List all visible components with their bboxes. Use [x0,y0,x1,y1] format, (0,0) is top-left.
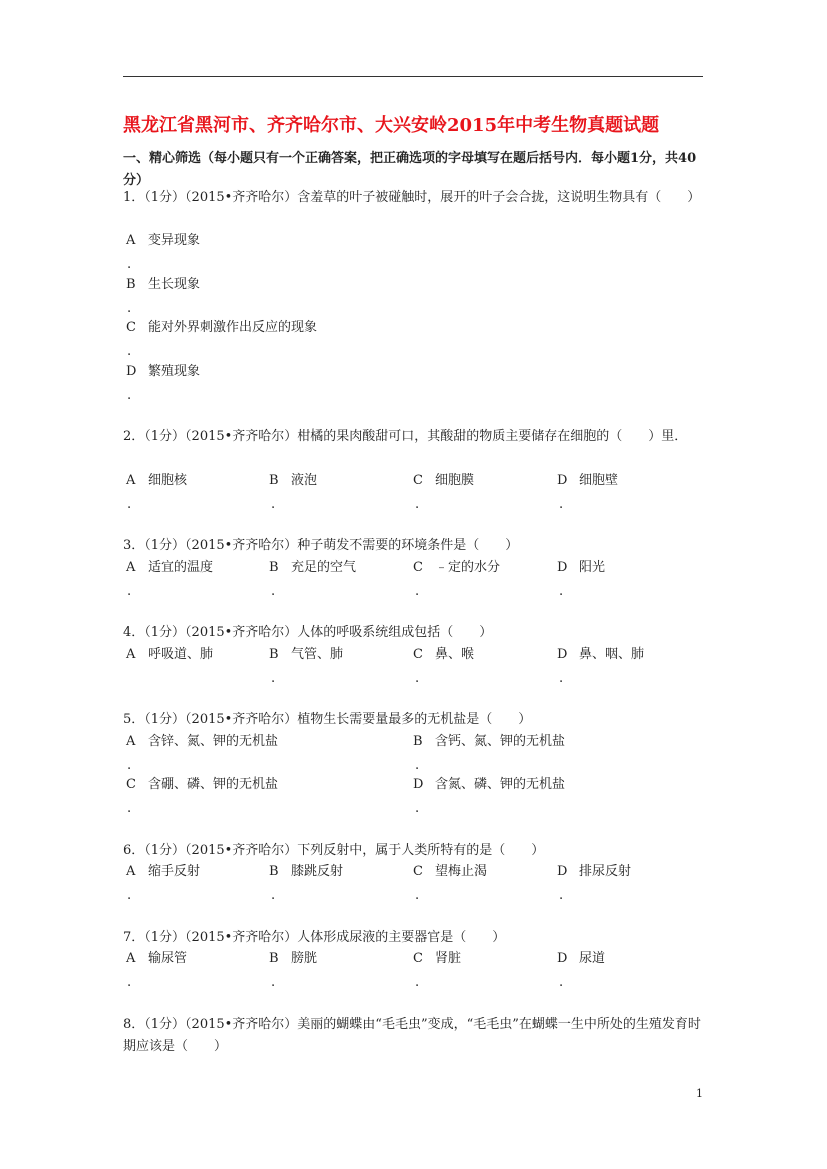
question-3-stem: 3．（1分）（2015•齐齐哈尔）种子萌发不需要的环境条件是（ ） [123,538,519,553]
option-dot: . [271,888,276,903]
option-dot: . [127,888,132,903]
question-4-option-b: B 气管、肺 [269,647,344,662]
question-4-stem: 4．（1分）（2015•齐齐哈尔）人体的呼吸系统组成包括（ ） [123,625,493,640]
option-dot: . [559,497,564,512]
option-dot: . [127,344,132,359]
question-7-stem: 7．（1分）（2015•齐齐哈尔）人体形成尿液的主要器官是（ ） [123,930,506,945]
option-dot: . [415,584,420,599]
question-5-stem: 5．（1分）（2015•齐齐哈尔）植物生长需要量最多的无机盐是（ ） [123,712,532,727]
question-1-option-d: D 繁殖现象 [126,364,201,379]
question-6-option-a: A 缩手反射 [126,864,201,879]
option-dot: . [271,497,276,512]
question-8-stem: 8．（1分）（2015•齐齐哈尔）美丽的蝴蝶由“毛毛虫”变成，“毛毛虫”在蝴蝶一生中所处的生殖发育时期应该是（ ） [123,1017,701,1054]
header-rule [123,76,703,77]
question-7-option-a: A 输尿管 [126,951,188,966]
option-dot: . [127,758,132,773]
question-1-option-c: C 能对外界刺激作出反应的现象 [126,320,318,335]
page-number: 1 [696,1087,703,1100]
question-2-option-d: D 细胞壁 [557,473,619,488]
option-dot: . [271,671,276,686]
option-dot: . [559,888,564,903]
option-dot: . [127,975,132,990]
question-5-option-a: A 含锌、氮、钾的无机盐 [126,734,279,749]
document-title: 黑龙江省黑河市、齐齐哈尔市、大兴安岭2015年中考生物真题试题 [123,115,660,136]
question-6-option-b: B 膝跳反射 [269,864,344,879]
option-dot: . [559,584,564,599]
question-2-option-b: B 液泡 [269,473,318,488]
option-dot: . [127,584,132,599]
question-1-stem: 1．（1分）（2015•齐齐哈尔）含羞草的叶子被碰触时，展开的叶子会合拢，这说明生物具有（ ） [123,190,701,205]
option-dot: . [415,497,420,512]
question-5-option-c: C 含硼、磷、钾的无机盐 [126,777,279,792]
question-6-stem: 6．（1分）（2015•齐齐哈尔）下列反射中，属于人类所特有的是（ ） [123,843,545,858]
option-dot: . [415,758,420,773]
question-4-option-c: C 鼻、喉 [413,647,475,662]
option-dot: . [127,388,132,403]
question-4-option-d: D 鼻、咽、肺 [557,647,645,662]
question-3-option-c: C ﹣定的水分 [413,560,501,575]
question-2-stem: 2．（1分）（2015•齐齐哈尔）柑橘的果肉酸甜可口，其酸甜的物质主要储存在细胞的（ ）里． [123,429,688,444]
option-dot: . [415,888,420,903]
question-7-option-b: B 膀胱 [269,951,318,966]
section-heading: 一、精心筛选（每小题只有一个正确答案，把正确选项的字母填写在题后括号内．每小题1分，共40分） [123,151,697,188]
question-1-option-a: A 变异现象 [126,233,201,248]
question-3-option-b: B 充足的空气 [269,560,357,575]
question-5-option-d: D 含氮、磷、钾的无机盐 [413,777,566,792]
option-dot: . [127,257,132,272]
question-7-option-d: D 尿道 [557,951,606,966]
question-2-option-c: C 细胞膜 [413,473,475,488]
option-dot: . [415,975,420,990]
question-6-option-d: D 排尿反射 [557,864,632,879]
question-1-option-b: B 生长现象 [126,277,201,292]
question-3-option-d: D 阳光 [557,560,606,575]
question-6-option-c: C 望梅止渴 [413,864,488,879]
option-dot: . [271,584,276,599]
option-dot: . [415,671,420,686]
question-3-option-a: A 适宜的温度 [126,560,214,575]
option-dot: . [127,497,132,512]
question-7-option-c: C 肾脏 [413,951,462,966]
question-2-option-a: A 细胞核 [126,473,188,488]
question-4-option-a: A 呼吸道、肺 [126,647,214,662]
question-5-option-b: B 含钙、氮、钾的无机盐 [413,734,566,749]
option-dot: . [415,801,420,816]
option-dot: . [127,301,132,316]
option-dot: . [559,975,564,990]
option-dot: . [271,975,276,990]
option-dot: . [559,671,564,686]
option-dot: . [127,801,132,816]
